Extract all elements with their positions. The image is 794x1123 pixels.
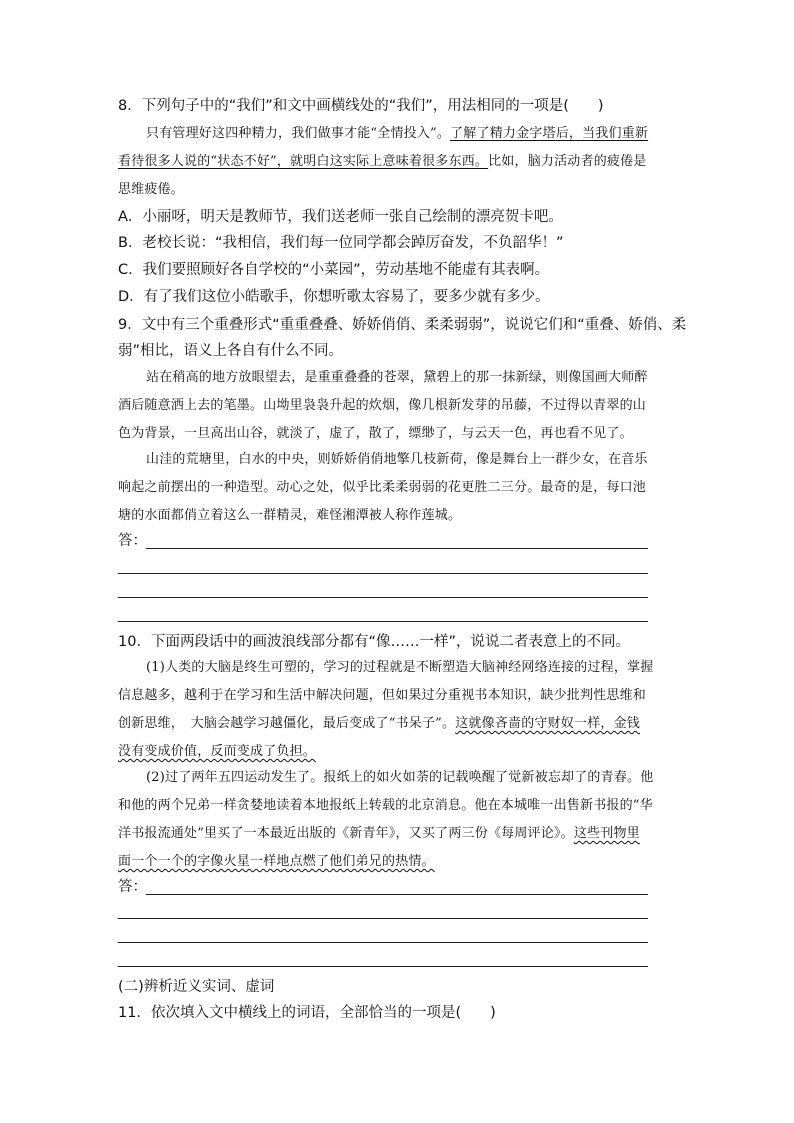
q10-p1-text: 创新思维， 大脑会越学习越僵化，最后变成了“书呆子”。	[118, 716, 456, 731]
q10-p1-line-1: (1)人类的大脑是终生可塑的，学习的过程就是不断塑造大脑神经网络连接的过程，掌握	[146, 660, 654, 675]
q9-passage-line: 色为背景，一旦高出山谷，就淡了，虚了，散了，缥缈了，与云天一色，再也看不见了。	[118, 426, 633, 441]
q10-answer-line[interactable]	[146, 894, 648, 895]
q10-answer-line[interactable]	[118, 918, 648, 919]
q9-answer-label: 答：	[118, 533, 147, 549]
q10-wavy-underline-text: 这些刊物里	[573, 826, 640, 841]
q10-p2-line-3	[118, 825, 640, 843]
q10-p2-line-1: (2)过了两年五四运动发生了。报纸上的如火如荼的记载唤醒了觉新被忘却了的青春。他	[146, 770, 654, 785]
q9-stem-line-1: 9．文中有三个重叠形式“重重叠叠、娇娇俏俏、柔柔弱弱”，说说它们和“重叠、娇俏、柔	[118, 317, 687, 333]
q8-option-d: D．有了我们这位小皓歌手，你想听歌太容易了，要多少就有多少。	[118, 289, 550, 305]
q10-answer-line[interactable]	[118, 942, 648, 943]
q9-answer-line[interactable]	[118, 621, 648, 622]
q9-answer-line[interactable]	[118, 597, 648, 598]
q8-option-b: B．老校长说：“我相信，我们每一位同学都会踔厉奋发，不负韶华！”	[118, 235, 564, 251]
q8-underlined-text: 看待很多人说的“状态不好”，就明白这实际上意味着很多东西。	[118, 154, 489, 169]
q10-answer-line[interactable]	[118, 966, 648, 967]
q9-passage-line: 酒后随意洒上去的笔墨。山坳里袅袅升起的炊烟，像几根新发芽的吊藤，不过得以青翠的山	[118, 398, 647, 413]
q9-passage-line: 站在稍高的地方放眼望去，是重重叠叠的苍翠，黛碧上的那一抹新绿，则像国画大师醉	[146, 370, 648, 385]
q8-passage-text: 比如，脑力活动者的疲倦是	[488, 154, 647, 169]
q8-option-a: A．小丽呀，明天是教师节，我们送老师一张自己绘制的漂亮贺卡吧。	[118, 209, 563, 225]
q8-underlined-text: 了解了精力金字塔后，当我们重新	[450, 126, 649, 141]
q9-answer-line[interactable]	[118, 573, 648, 574]
q9-passage-line: 响起之前摆出的一种造型。动心之处，似乎比柔柔弱弱的花更胜二三分。最奇的是，每口池	[118, 480, 647, 495]
q8-stem: 8．下列句子中的“我们”和文中画横线处的“我们”，用法相同的一项是( )	[118, 98, 604, 114]
q9-answer-line[interactable]	[146, 548, 648, 549]
q8-passage-line-1	[146, 125, 648, 143]
q10-answer-label: 答：	[118, 879, 147, 895]
q10-wavy-underline-text: 没有变成价值，反而变成了负担。	[118, 744, 317, 759]
q11-stem: 11．依次填入文中横线上的词语，全部恰当的一项是( )	[118, 1005, 496, 1021]
q8-passage-text: 只有管理好这四种精力，我们做事才能“全情投入”。	[146, 126, 451, 141]
q10-p2-line-4	[118, 853, 435, 871]
q8-option-c: C．我们要照顾好各自学校的“小菜园”，劳动基地不能虚有其表啊。	[118, 262, 550, 278]
q9-passage-line: 山洼的荒塘里，白水的中央，则娇娇俏俏地擎几枝新荷，像是舞台上一群少女，在音乐	[146, 452, 648, 467]
q10-stem: 10．下面两段话中的画波浪线部分都有“像……一样”，说说二者表意上的不同。	[118, 634, 630, 650]
q10-p1-line-3	[118, 715, 640, 733]
q10-wavy-underline-text: 面一个一个的字像火星一样地点燃了他们弟兄的热情。	[118, 854, 435, 869]
q10-wavy-underline-text: 这就像吝啬的守财奴一样，金钱	[455, 716, 641, 731]
section-heading: (二)辨析近义实词、虚词	[118, 979, 275, 995]
q8-passage-line-3: 思维疲倦。	[118, 182, 185, 197]
q8-passage-line-2	[118, 153, 647, 171]
q9-passage-line: 塘的水面都俏立着这么一群精灵，难怪湘潭被人称作莲城。	[118, 508, 462, 523]
q10-p2-line-2: 和他的两个兄弟一样贪婪地读着本地报纸上转载的北京消息。他在本城唯一出售新书报的“华	[118, 798, 653, 813]
q10-p2-text: 洋书报流通处”里买了一本最近出版的《新青年》，又买了两三份《每周评论》。	[118, 826, 574, 841]
q10-p1-line-4	[118, 743, 316, 761]
q10-p1-line-2: 信息越多，越利于在学习和生活中解决问题，但如果过分重视书本知识，缺少批判性思维和	[118, 688, 647, 703]
q9-stem-line-2: 弱”相比，语义上各自有什么不同。	[118, 343, 344, 359]
